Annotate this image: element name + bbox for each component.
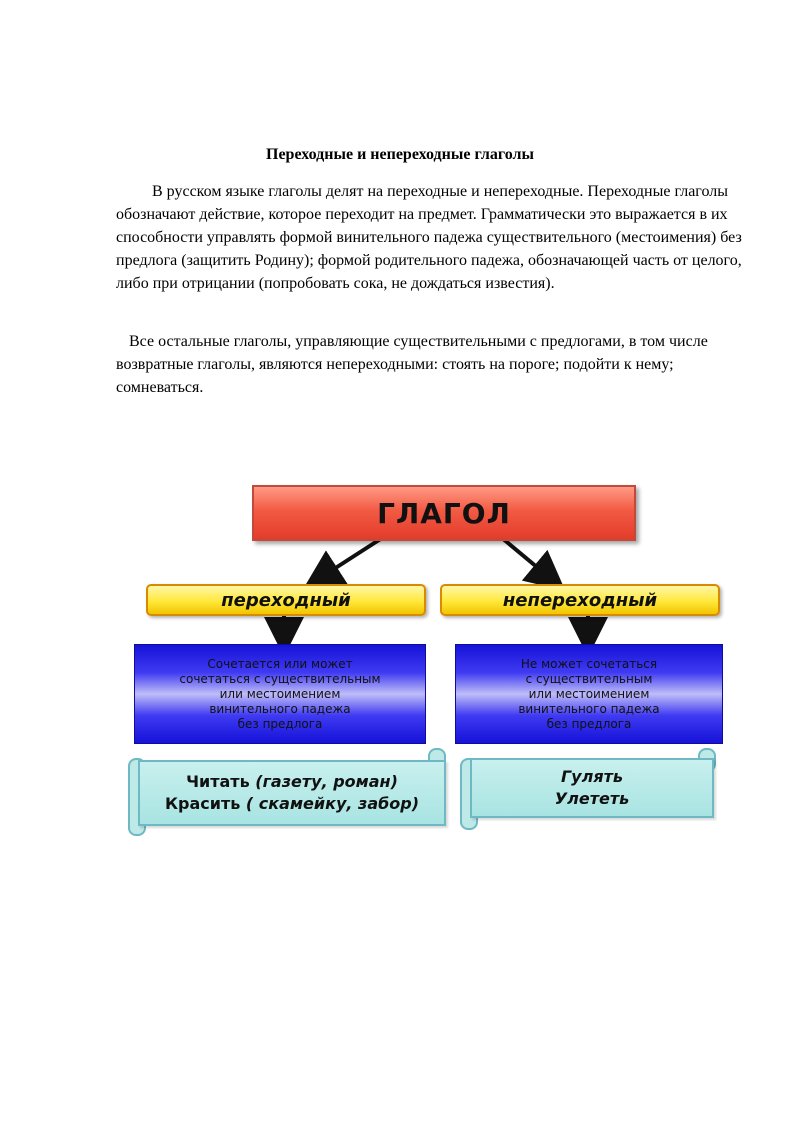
- intro-paragraph: В русском языке глаголы делят на переходные и непереходные. Переходные глаголы обозначают действие, которое переходит на предмет. Грамматически это выражается в их способности управлять формой винительного падежа существительного (местоимения) без предлога (защитить Родину); формой родительного падежа, обозначающей часть от целого, либо при отрицании (попробовать сока, не дождаться известия).: [116, 183, 742, 292]
- desc-line: с существительным: [525, 671, 653, 686]
- transitive-description-box: [134, 644, 426, 744]
- desc-line: или местоимением: [219, 686, 341, 701]
- page-title: Переходные и непереходные глаголы: [266, 146, 534, 163]
- desc-line: Не может сочетаться: [520, 656, 658, 671]
- example-line: Гулять: [560, 767, 623, 786]
- example-verb: Читать: [186, 772, 256, 791]
- desc-line: или местоимением: [528, 686, 650, 701]
- desc-line: без предлога: [237, 716, 323, 731]
- root-verb-label: ГЛАГОЛ: [377, 496, 511, 530]
- intransitive-box: [440, 584, 720, 616]
- intransitive-description-box: [455, 644, 723, 744]
- example-line: [186, 771, 398, 793]
- transitive-examples-scroll: [138, 760, 446, 826]
- example-objects: ( скамейку, забор): [245, 794, 420, 813]
- example-line: [165, 793, 419, 815]
- desc-line: сочетаться с существительным: [179, 671, 381, 686]
- intransitive-examples-scroll: [470, 758, 714, 818]
- arrow-root-to-right: [502, 538, 550, 578]
- desc-line: винительного падежа: [518, 701, 660, 716]
- desc-line: Сочетается или может: [207, 656, 353, 671]
- transitive-box: [146, 584, 426, 616]
- example-objects: (газету, роман): [255, 772, 398, 791]
- intransitive-label: непереходный: [502, 589, 658, 611]
- root-verb-box: [252, 485, 636, 541]
- example-line: Улететь: [554, 789, 630, 808]
- arrow-root-to-left: [320, 538, 382, 578]
- intransitive-paragraph: Все остальные глаголы, управляющие существительными с предлогами, в том числе возвратные глаголы, являются непереходными: стоять на пороге; подойти к нему; сомневаться.: [116, 333, 708, 396]
- desc-line: винительного падежа: [209, 701, 351, 716]
- transitive-label: переходный: [221, 589, 351, 611]
- example-verb: Красить: [164, 794, 246, 813]
- desc-line: без предлога: [546, 716, 632, 731]
